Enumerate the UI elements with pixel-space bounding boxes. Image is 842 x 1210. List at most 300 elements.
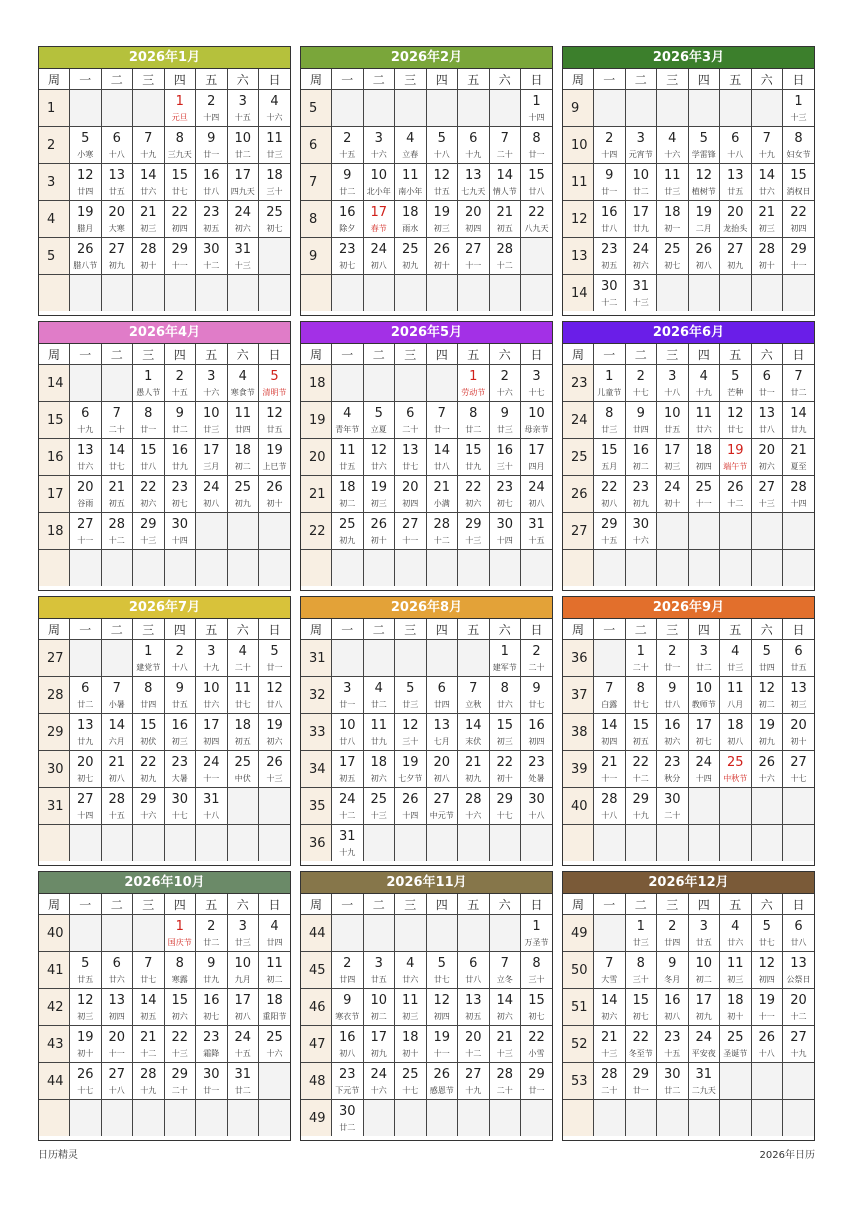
day-cell[interactable] bbox=[259, 402, 291, 439]
day-cell[interactable] bbox=[657, 439, 689, 476]
day-cell[interactable] bbox=[101, 513, 133, 550]
day-cell[interactable] bbox=[751, 365, 783, 402]
day-cell[interactable] bbox=[657, 402, 689, 439]
day-cell[interactable] bbox=[70, 476, 102, 513]
day-cell[interactable] bbox=[521, 164, 553, 201]
day-cell[interactable] bbox=[521, 677, 553, 714]
day-cell[interactable] bbox=[657, 714, 689, 751]
day-cell[interactable] bbox=[164, 788, 196, 825]
day-cell[interactable] bbox=[426, 238, 458, 275]
day-cell[interactable] bbox=[521, 201, 553, 238]
day-cell[interactable] bbox=[133, 640, 165, 677]
day-cell[interactable] bbox=[426, 402, 458, 439]
day-cell[interactable] bbox=[259, 365, 291, 402]
day-cell[interactable] bbox=[70, 201, 102, 238]
day-cell[interactable] bbox=[363, 1026, 395, 1063]
day-cell[interactable] bbox=[720, 677, 752, 714]
day-cell[interactable] bbox=[363, 127, 395, 164]
day-cell[interactable] bbox=[720, 439, 752, 476]
day-cell[interactable] bbox=[657, 952, 689, 989]
day-cell[interactable] bbox=[594, 439, 626, 476]
day-cell[interactable] bbox=[688, 751, 720, 788]
day-cell[interactable] bbox=[259, 751, 291, 788]
day-cell[interactable] bbox=[101, 1063, 133, 1100]
day-cell[interactable] bbox=[70, 238, 102, 275]
day-cell[interactable] bbox=[70, 788, 102, 825]
day-cell[interactable] bbox=[783, 365, 815, 402]
day-cell[interactable] bbox=[227, 238, 259, 275]
day-cell[interactable] bbox=[196, 164, 228, 201]
day-cell[interactable] bbox=[594, 201, 626, 238]
day-cell[interactable] bbox=[227, 402, 259, 439]
day-cell[interactable] bbox=[657, 201, 689, 238]
day-cell[interactable] bbox=[395, 677, 427, 714]
day-cell[interactable] bbox=[657, 127, 689, 164]
day-cell[interactable] bbox=[164, 1026, 196, 1063]
day-cell[interactable] bbox=[70, 677, 102, 714]
day-cell[interactable] bbox=[489, 513, 521, 550]
day-cell[interactable] bbox=[196, 402, 228, 439]
day-cell[interactable] bbox=[688, 677, 720, 714]
day-cell[interactable] bbox=[783, 127, 815, 164]
day-cell[interactable] bbox=[594, 788, 626, 825]
day-cell[interactable] bbox=[227, 439, 259, 476]
day-cell[interactable] bbox=[164, 238, 196, 275]
day-cell[interactable] bbox=[196, 677, 228, 714]
day-cell[interactable] bbox=[489, 365, 521, 402]
day-cell[interactable] bbox=[332, 751, 364, 788]
day-cell[interactable] bbox=[625, 640, 657, 677]
day-cell[interactable] bbox=[783, 476, 815, 513]
day-cell[interactable] bbox=[196, 365, 228, 402]
day-cell[interactable] bbox=[751, 201, 783, 238]
day-cell[interactable] bbox=[751, 127, 783, 164]
day-cell[interactable] bbox=[101, 127, 133, 164]
day-cell[interactable] bbox=[164, 127, 196, 164]
day-cell[interactable] bbox=[625, 275, 657, 312]
day-cell[interactable] bbox=[133, 127, 165, 164]
day-cell[interactable] bbox=[196, 640, 228, 677]
day-cell[interactable] bbox=[594, 677, 626, 714]
day-cell[interactable] bbox=[395, 402, 427, 439]
day-cell[interactable] bbox=[521, 439, 553, 476]
day-cell[interactable] bbox=[489, 677, 521, 714]
day-cell[interactable] bbox=[363, 201, 395, 238]
day-cell[interactable] bbox=[363, 402, 395, 439]
day-cell[interactable] bbox=[332, 402, 364, 439]
day-cell[interactable] bbox=[395, 127, 427, 164]
day-cell[interactable] bbox=[227, 915, 259, 952]
day-cell[interactable] bbox=[688, 1063, 720, 1100]
day-cell[interactable] bbox=[426, 201, 458, 238]
day-cell[interactable] bbox=[521, 1063, 553, 1100]
day-cell[interactable] bbox=[688, 989, 720, 1026]
day-cell[interactable] bbox=[521, 1026, 553, 1063]
day-cell[interactable] bbox=[196, 1026, 228, 1063]
day-cell[interactable] bbox=[783, 164, 815, 201]
day-cell[interactable] bbox=[625, 164, 657, 201]
day-cell[interactable] bbox=[720, 952, 752, 989]
day-cell[interactable] bbox=[332, 513, 364, 550]
day-cell[interactable] bbox=[657, 788, 689, 825]
day-cell[interactable] bbox=[688, 238, 720, 275]
day-cell[interactable] bbox=[196, 751, 228, 788]
day-cell[interactable] bbox=[259, 989, 291, 1026]
day-cell[interactable] bbox=[227, 1026, 259, 1063]
day-cell[interactable] bbox=[101, 989, 133, 1026]
day-cell[interactable] bbox=[458, 164, 490, 201]
day-cell[interactable] bbox=[426, 1026, 458, 1063]
day-cell[interactable] bbox=[395, 788, 427, 825]
day-cell[interactable] bbox=[164, 677, 196, 714]
day-cell[interactable] bbox=[458, 439, 490, 476]
day-cell[interactable] bbox=[259, 127, 291, 164]
day-cell[interactable] bbox=[70, 513, 102, 550]
day-cell[interactable] bbox=[783, 915, 815, 952]
day-cell[interactable] bbox=[395, 439, 427, 476]
day-cell[interactable] bbox=[458, 677, 490, 714]
day-cell[interactable] bbox=[688, 439, 720, 476]
day-cell[interactable] bbox=[720, 640, 752, 677]
day-cell[interactable] bbox=[594, 989, 626, 1026]
day-cell[interactable] bbox=[489, 439, 521, 476]
day-cell[interactable] bbox=[625, 1026, 657, 1063]
day-cell[interactable] bbox=[332, 476, 364, 513]
day-cell[interactable] bbox=[259, 952, 291, 989]
day-cell[interactable] bbox=[751, 164, 783, 201]
day-cell[interactable] bbox=[227, 952, 259, 989]
day-cell[interactable] bbox=[458, 476, 490, 513]
day-cell[interactable] bbox=[259, 714, 291, 751]
day-cell[interactable] bbox=[70, 439, 102, 476]
day-cell[interactable] bbox=[625, 952, 657, 989]
day-cell[interactable] bbox=[657, 751, 689, 788]
day-cell[interactable] bbox=[657, 1026, 689, 1063]
day-cell[interactable] bbox=[133, 1063, 165, 1100]
day-cell[interactable] bbox=[363, 751, 395, 788]
day-cell[interactable] bbox=[458, 402, 490, 439]
day-cell[interactable] bbox=[196, 238, 228, 275]
day-cell[interactable] bbox=[227, 714, 259, 751]
day-cell[interactable] bbox=[164, 1063, 196, 1100]
day-cell[interactable] bbox=[625, 788, 657, 825]
day-cell[interactable] bbox=[259, 90, 291, 127]
day-cell[interactable] bbox=[688, 714, 720, 751]
day-cell[interactable] bbox=[332, 714, 364, 751]
day-cell[interactable] bbox=[489, 1063, 521, 1100]
day-cell[interactable] bbox=[489, 751, 521, 788]
day-cell[interactable] bbox=[395, 238, 427, 275]
day-cell[interactable] bbox=[783, 201, 815, 238]
day-cell[interactable] bbox=[363, 1063, 395, 1100]
day-cell[interactable] bbox=[227, 640, 259, 677]
day-cell[interactable] bbox=[625, 989, 657, 1026]
day-cell[interactable] bbox=[164, 476, 196, 513]
day-cell[interactable] bbox=[489, 1026, 521, 1063]
day-cell[interactable] bbox=[164, 402, 196, 439]
day-cell[interactable] bbox=[70, 952, 102, 989]
day-cell[interactable] bbox=[783, 90, 815, 127]
day-cell[interactable] bbox=[751, 714, 783, 751]
day-cell[interactable] bbox=[625, 513, 657, 550]
day-cell[interactable] bbox=[625, 238, 657, 275]
day-cell[interactable] bbox=[720, 238, 752, 275]
day-cell[interactable] bbox=[363, 989, 395, 1026]
day-cell[interactable] bbox=[332, 989, 364, 1026]
day-cell[interactable] bbox=[720, 127, 752, 164]
day-cell[interactable] bbox=[164, 714, 196, 751]
day-cell[interactable] bbox=[720, 402, 752, 439]
day-cell[interactable] bbox=[133, 751, 165, 788]
day-cell[interactable] bbox=[70, 402, 102, 439]
day-cell[interactable] bbox=[751, 402, 783, 439]
day-cell[interactable] bbox=[426, 788, 458, 825]
day-cell[interactable] bbox=[688, 365, 720, 402]
day-cell[interactable] bbox=[521, 989, 553, 1026]
day-cell[interactable] bbox=[164, 164, 196, 201]
day-cell[interactable] bbox=[133, 439, 165, 476]
day-cell[interactable] bbox=[70, 1063, 102, 1100]
day-cell[interactable] bbox=[489, 952, 521, 989]
day-cell[interactable] bbox=[783, 1026, 815, 1063]
day-cell[interactable] bbox=[783, 402, 815, 439]
day-cell[interactable] bbox=[101, 788, 133, 825]
day-cell[interactable] bbox=[70, 164, 102, 201]
day-cell[interactable] bbox=[395, 751, 427, 788]
day-cell[interactable] bbox=[489, 640, 521, 677]
day-cell[interactable] bbox=[164, 365, 196, 402]
day-cell[interactable] bbox=[395, 476, 427, 513]
day-cell[interactable] bbox=[594, 751, 626, 788]
day-cell[interactable] bbox=[426, 513, 458, 550]
day-cell[interactable] bbox=[227, 365, 259, 402]
day-cell[interactable] bbox=[751, 640, 783, 677]
day-cell[interactable] bbox=[426, 439, 458, 476]
day-cell[interactable] bbox=[363, 714, 395, 751]
day-cell[interactable] bbox=[332, 238, 364, 275]
day-cell[interactable] bbox=[625, 402, 657, 439]
day-cell[interactable] bbox=[259, 476, 291, 513]
day-cell[interactable] bbox=[489, 127, 521, 164]
day-cell[interactable] bbox=[783, 989, 815, 1026]
day-cell[interactable] bbox=[625, 201, 657, 238]
day-cell[interactable] bbox=[133, 164, 165, 201]
day-cell[interactable] bbox=[521, 90, 553, 127]
day-cell[interactable] bbox=[363, 439, 395, 476]
day-cell[interactable] bbox=[426, 1063, 458, 1100]
day-cell[interactable] bbox=[458, 714, 490, 751]
day-cell[interactable] bbox=[720, 476, 752, 513]
day-cell[interactable] bbox=[594, 238, 626, 275]
day-cell[interactable] bbox=[164, 90, 196, 127]
day-cell[interactable] bbox=[458, 201, 490, 238]
day-cell[interactable] bbox=[688, 127, 720, 164]
day-cell[interactable] bbox=[101, 476, 133, 513]
day-cell[interactable] bbox=[133, 365, 165, 402]
day-cell[interactable] bbox=[657, 640, 689, 677]
day-cell[interactable] bbox=[751, 677, 783, 714]
day-cell[interactable] bbox=[363, 952, 395, 989]
day-cell[interactable] bbox=[783, 238, 815, 275]
day-cell[interactable] bbox=[101, 201, 133, 238]
day-cell[interactable] bbox=[196, 1063, 228, 1100]
day-cell[interactable] bbox=[657, 989, 689, 1026]
day-cell[interactable] bbox=[594, 952, 626, 989]
day-cell[interactable] bbox=[489, 989, 521, 1026]
day-cell[interactable] bbox=[227, 201, 259, 238]
day-cell[interactable] bbox=[259, 640, 291, 677]
day-cell[interactable] bbox=[395, 1026, 427, 1063]
day-cell[interactable] bbox=[101, 402, 133, 439]
day-cell[interactable] bbox=[521, 402, 553, 439]
day-cell[interactable] bbox=[594, 476, 626, 513]
day-cell[interactable] bbox=[196, 952, 228, 989]
day-cell[interactable] bbox=[259, 915, 291, 952]
day-cell[interactable] bbox=[133, 714, 165, 751]
day-cell[interactable] bbox=[101, 677, 133, 714]
day-cell[interactable] bbox=[363, 788, 395, 825]
day-cell[interactable] bbox=[332, 952, 364, 989]
day-cell[interactable] bbox=[594, 365, 626, 402]
day-cell[interactable] bbox=[688, 164, 720, 201]
day-cell[interactable] bbox=[720, 915, 752, 952]
day-cell[interactable] bbox=[363, 476, 395, 513]
day-cell[interactable] bbox=[196, 439, 228, 476]
day-cell[interactable] bbox=[196, 127, 228, 164]
day-cell[interactable] bbox=[332, 1100, 364, 1137]
day-cell[interactable] bbox=[332, 825, 364, 862]
day-cell[interactable] bbox=[625, 365, 657, 402]
day-cell[interactable] bbox=[395, 164, 427, 201]
day-cell[interactable] bbox=[594, 714, 626, 751]
day-cell[interactable] bbox=[133, 788, 165, 825]
day-cell[interactable] bbox=[625, 915, 657, 952]
day-cell[interactable] bbox=[489, 164, 521, 201]
day-cell[interactable] bbox=[458, 127, 490, 164]
day-cell[interactable] bbox=[720, 201, 752, 238]
day-cell[interactable] bbox=[363, 513, 395, 550]
day-cell[interactable] bbox=[227, 751, 259, 788]
day-cell[interactable] bbox=[133, 677, 165, 714]
day-cell[interactable] bbox=[395, 989, 427, 1026]
day-cell[interactable] bbox=[751, 952, 783, 989]
day-cell[interactable] bbox=[227, 1063, 259, 1100]
day-cell[interactable] bbox=[594, 1026, 626, 1063]
day-cell[interactable] bbox=[101, 439, 133, 476]
day-cell[interactable] bbox=[332, 677, 364, 714]
day-cell[interactable] bbox=[751, 439, 783, 476]
day-cell[interactable] bbox=[133, 402, 165, 439]
day-cell[interactable] bbox=[70, 751, 102, 788]
day-cell[interactable] bbox=[594, 164, 626, 201]
day-cell[interactable] bbox=[489, 201, 521, 238]
day-cell[interactable] bbox=[227, 476, 259, 513]
day-cell[interactable] bbox=[625, 677, 657, 714]
day-cell[interactable] bbox=[720, 365, 752, 402]
day-cell[interactable] bbox=[625, 1063, 657, 1100]
day-cell[interactable] bbox=[164, 952, 196, 989]
day-cell[interactable] bbox=[196, 476, 228, 513]
day-cell[interactable] bbox=[521, 513, 553, 550]
day-cell[interactable] bbox=[164, 439, 196, 476]
day-cell[interactable] bbox=[426, 164, 458, 201]
day-cell[interactable] bbox=[688, 476, 720, 513]
day-cell[interactable] bbox=[332, 127, 364, 164]
day-cell[interactable] bbox=[458, 989, 490, 1026]
day-cell[interactable] bbox=[332, 164, 364, 201]
day-cell[interactable] bbox=[521, 915, 553, 952]
day-cell[interactable] bbox=[101, 952, 133, 989]
day-cell[interactable] bbox=[720, 164, 752, 201]
day-cell[interactable] bbox=[395, 513, 427, 550]
day-cell[interactable] bbox=[751, 751, 783, 788]
day-cell[interactable] bbox=[395, 952, 427, 989]
day-cell[interactable] bbox=[783, 952, 815, 989]
day-cell[interactable] bbox=[489, 476, 521, 513]
day-cell[interactable] bbox=[657, 238, 689, 275]
day-cell[interactable] bbox=[625, 439, 657, 476]
day-cell[interactable] bbox=[458, 238, 490, 275]
day-cell[interactable] bbox=[133, 1026, 165, 1063]
day-cell[interactable] bbox=[101, 1026, 133, 1063]
day-cell[interactable] bbox=[164, 751, 196, 788]
day-cell[interactable] bbox=[426, 127, 458, 164]
day-cell[interactable] bbox=[395, 201, 427, 238]
day-cell[interactable] bbox=[227, 989, 259, 1026]
day-cell[interactable] bbox=[227, 90, 259, 127]
day-cell[interactable] bbox=[133, 201, 165, 238]
day-cell[interactable] bbox=[395, 714, 427, 751]
day-cell[interactable] bbox=[458, 751, 490, 788]
day-cell[interactable] bbox=[164, 513, 196, 550]
day-cell[interactable] bbox=[594, 1063, 626, 1100]
day-cell[interactable] bbox=[133, 989, 165, 1026]
day-cell[interactable] bbox=[521, 714, 553, 751]
day-cell[interactable] bbox=[426, 952, 458, 989]
day-cell[interactable] bbox=[70, 989, 102, 1026]
day-cell[interactable] bbox=[688, 1026, 720, 1063]
day-cell[interactable] bbox=[332, 201, 364, 238]
day-cell[interactable] bbox=[688, 952, 720, 989]
day-cell[interactable] bbox=[426, 751, 458, 788]
day-cell[interactable] bbox=[625, 751, 657, 788]
day-cell[interactable] bbox=[458, 952, 490, 989]
day-cell[interactable] bbox=[332, 1026, 364, 1063]
day-cell[interactable] bbox=[259, 201, 291, 238]
day-cell[interactable] bbox=[259, 1026, 291, 1063]
day-cell[interactable] bbox=[521, 127, 553, 164]
day-cell[interactable] bbox=[751, 915, 783, 952]
day-cell[interactable] bbox=[521, 788, 553, 825]
day-cell[interactable] bbox=[133, 476, 165, 513]
day-cell[interactable] bbox=[164, 915, 196, 952]
day-cell[interactable] bbox=[521, 476, 553, 513]
day-cell[interactable] bbox=[625, 714, 657, 751]
day-cell[interactable] bbox=[521, 365, 553, 402]
day-cell[interactable] bbox=[133, 952, 165, 989]
day-cell[interactable] bbox=[489, 238, 521, 275]
day-cell[interactable] bbox=[133, 238, 165, 275]
day-cell[interactable] bbox=[720, 989, 752, 1026]
day-cell[interactable] bbox=[458, 365, 490, 402]
day-cell[interactable] bbox=[227, 164, 259, 201]
day-cell[interactable] bbox=[363, 164, 395, 201]
day-cell[interactable] bbox=[426, 677, 458, 714]
day-cell[interactable] bbox=[688, 201, 720, 238]
day-cell[interactable] bbox=[688, 640, 720, 677]
day-cell[interactable] bbox=[363, 677, 395, 714]
day-cell[interactable] bbox=[688, 402, 720, 439]
